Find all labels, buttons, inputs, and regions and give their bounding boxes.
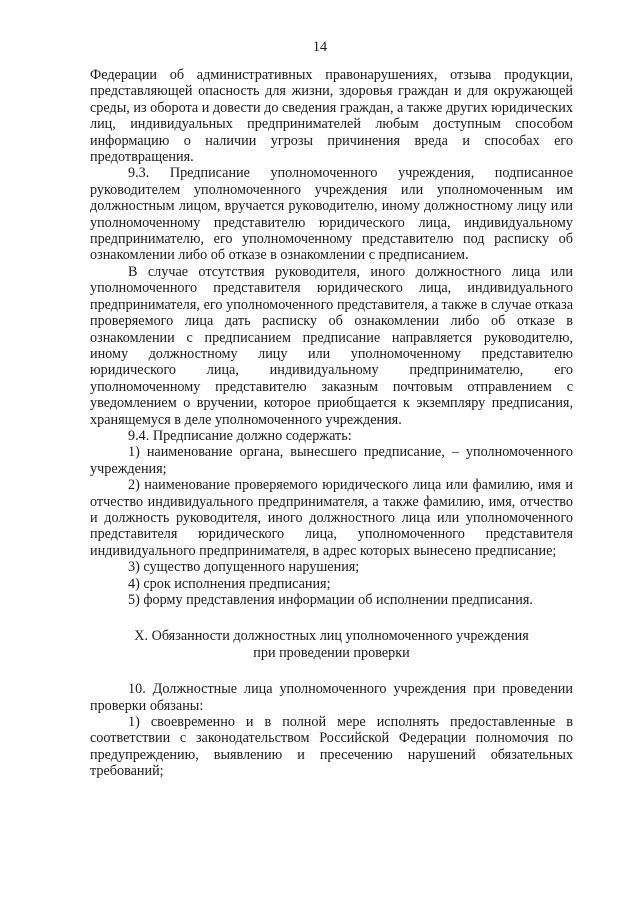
paragraph-absence-case: В случае отсутствия руководителя, иного должностного лица или уполномоченного представителя юридического лица, индивидуального предпринимателя, его уполномоченного представителя, а также в случае отказа проверяемого лица дать расписку об ознакомлении либо об отказе в ознакомлении с предписанием предписание направляется руководителю, иному должностному лицу или уполномоченному представителю юридического лица, индивидуальному предпринимателю, его уполномоченному представителю заказным почтовым отправлением с уведомлением о вручении, которое приобщается к экземпляру предписания, хранящемуся в деле уполномоченного учреждения. [90,263,573,428]
paragraph-10: 10. Должностные лица уполномоченного учреждения при проведении проверки обязаны: [90,681,573,714]
list-item-4: 4) срок исполнения предписания; [128,575,331,592]
section-heading-line-1: X. Обязанности должностных лиц уполномоченного учреждения [134,628,529,645]
list-item-5: 5) форму представления информации об исполнении предписания. [128,592,533,608]
paragraph-continuation: Федерации об административных правонарушениях, отзыва продукции, представляющей опасность для жизни, здоровья граждан и для окружающей среды, из оборота и довести до сведения граждан, а также других юридических лиц, индивидуальных предпринимателей любым доступным способом информацию о наличии угрозы причинения вреда и способах его предотвращения. [90,67,573,166]
document-body [90,67,573,780]
duty-item-1: 1) своевременно и в полной мере исполнять предоставленные в соответствии с законодательством Российской Федерации полномочия по предупреждению, выявлению и пресечению нарушений обязательных требований; [90,714,573,780]
list-item-3: 3) существо допущенного нарушения; [128,559,360,576]
list-item-1: 1) наименование органа, вынесшего предписание, – уполномоченного учреждения; [90,444,573,477]
paragraph-9-4: 9.4. Предписание должно содержать: [128,427,352,444]
list-item-2: 2) наименование проверяемого юридического лица или фамилию, имя и отчество индивидуального предпринимателя, а также фамилию, имя, отчество и должность руководителя, иного должностного лица или уполномоченного представителя юридического лица, уполномоченного представителя индивидуального предпринимателя, в адрес которых вынесено предписание; [90,477,573,559]
page-number: 14 [312,39,328,55]
section-heading [90,628,573,661]
section-heading-line-2: при проведении проверки [253,644,410,661]
paragraph-9-3: 9.3. Предписание уполномоченного учреждения, подписанное руководителем уполномоченного учреждения или уполномоченным им должностным лицом, вручается руководителю, иному должностному лицу или уполномоченному представителю юридического лица, индивидуальному предпринимателю, его уполномоченному представителю под расписку об ознакомлении либо об отказе в ознакомлении с предписанием. [90,165,573,264]
